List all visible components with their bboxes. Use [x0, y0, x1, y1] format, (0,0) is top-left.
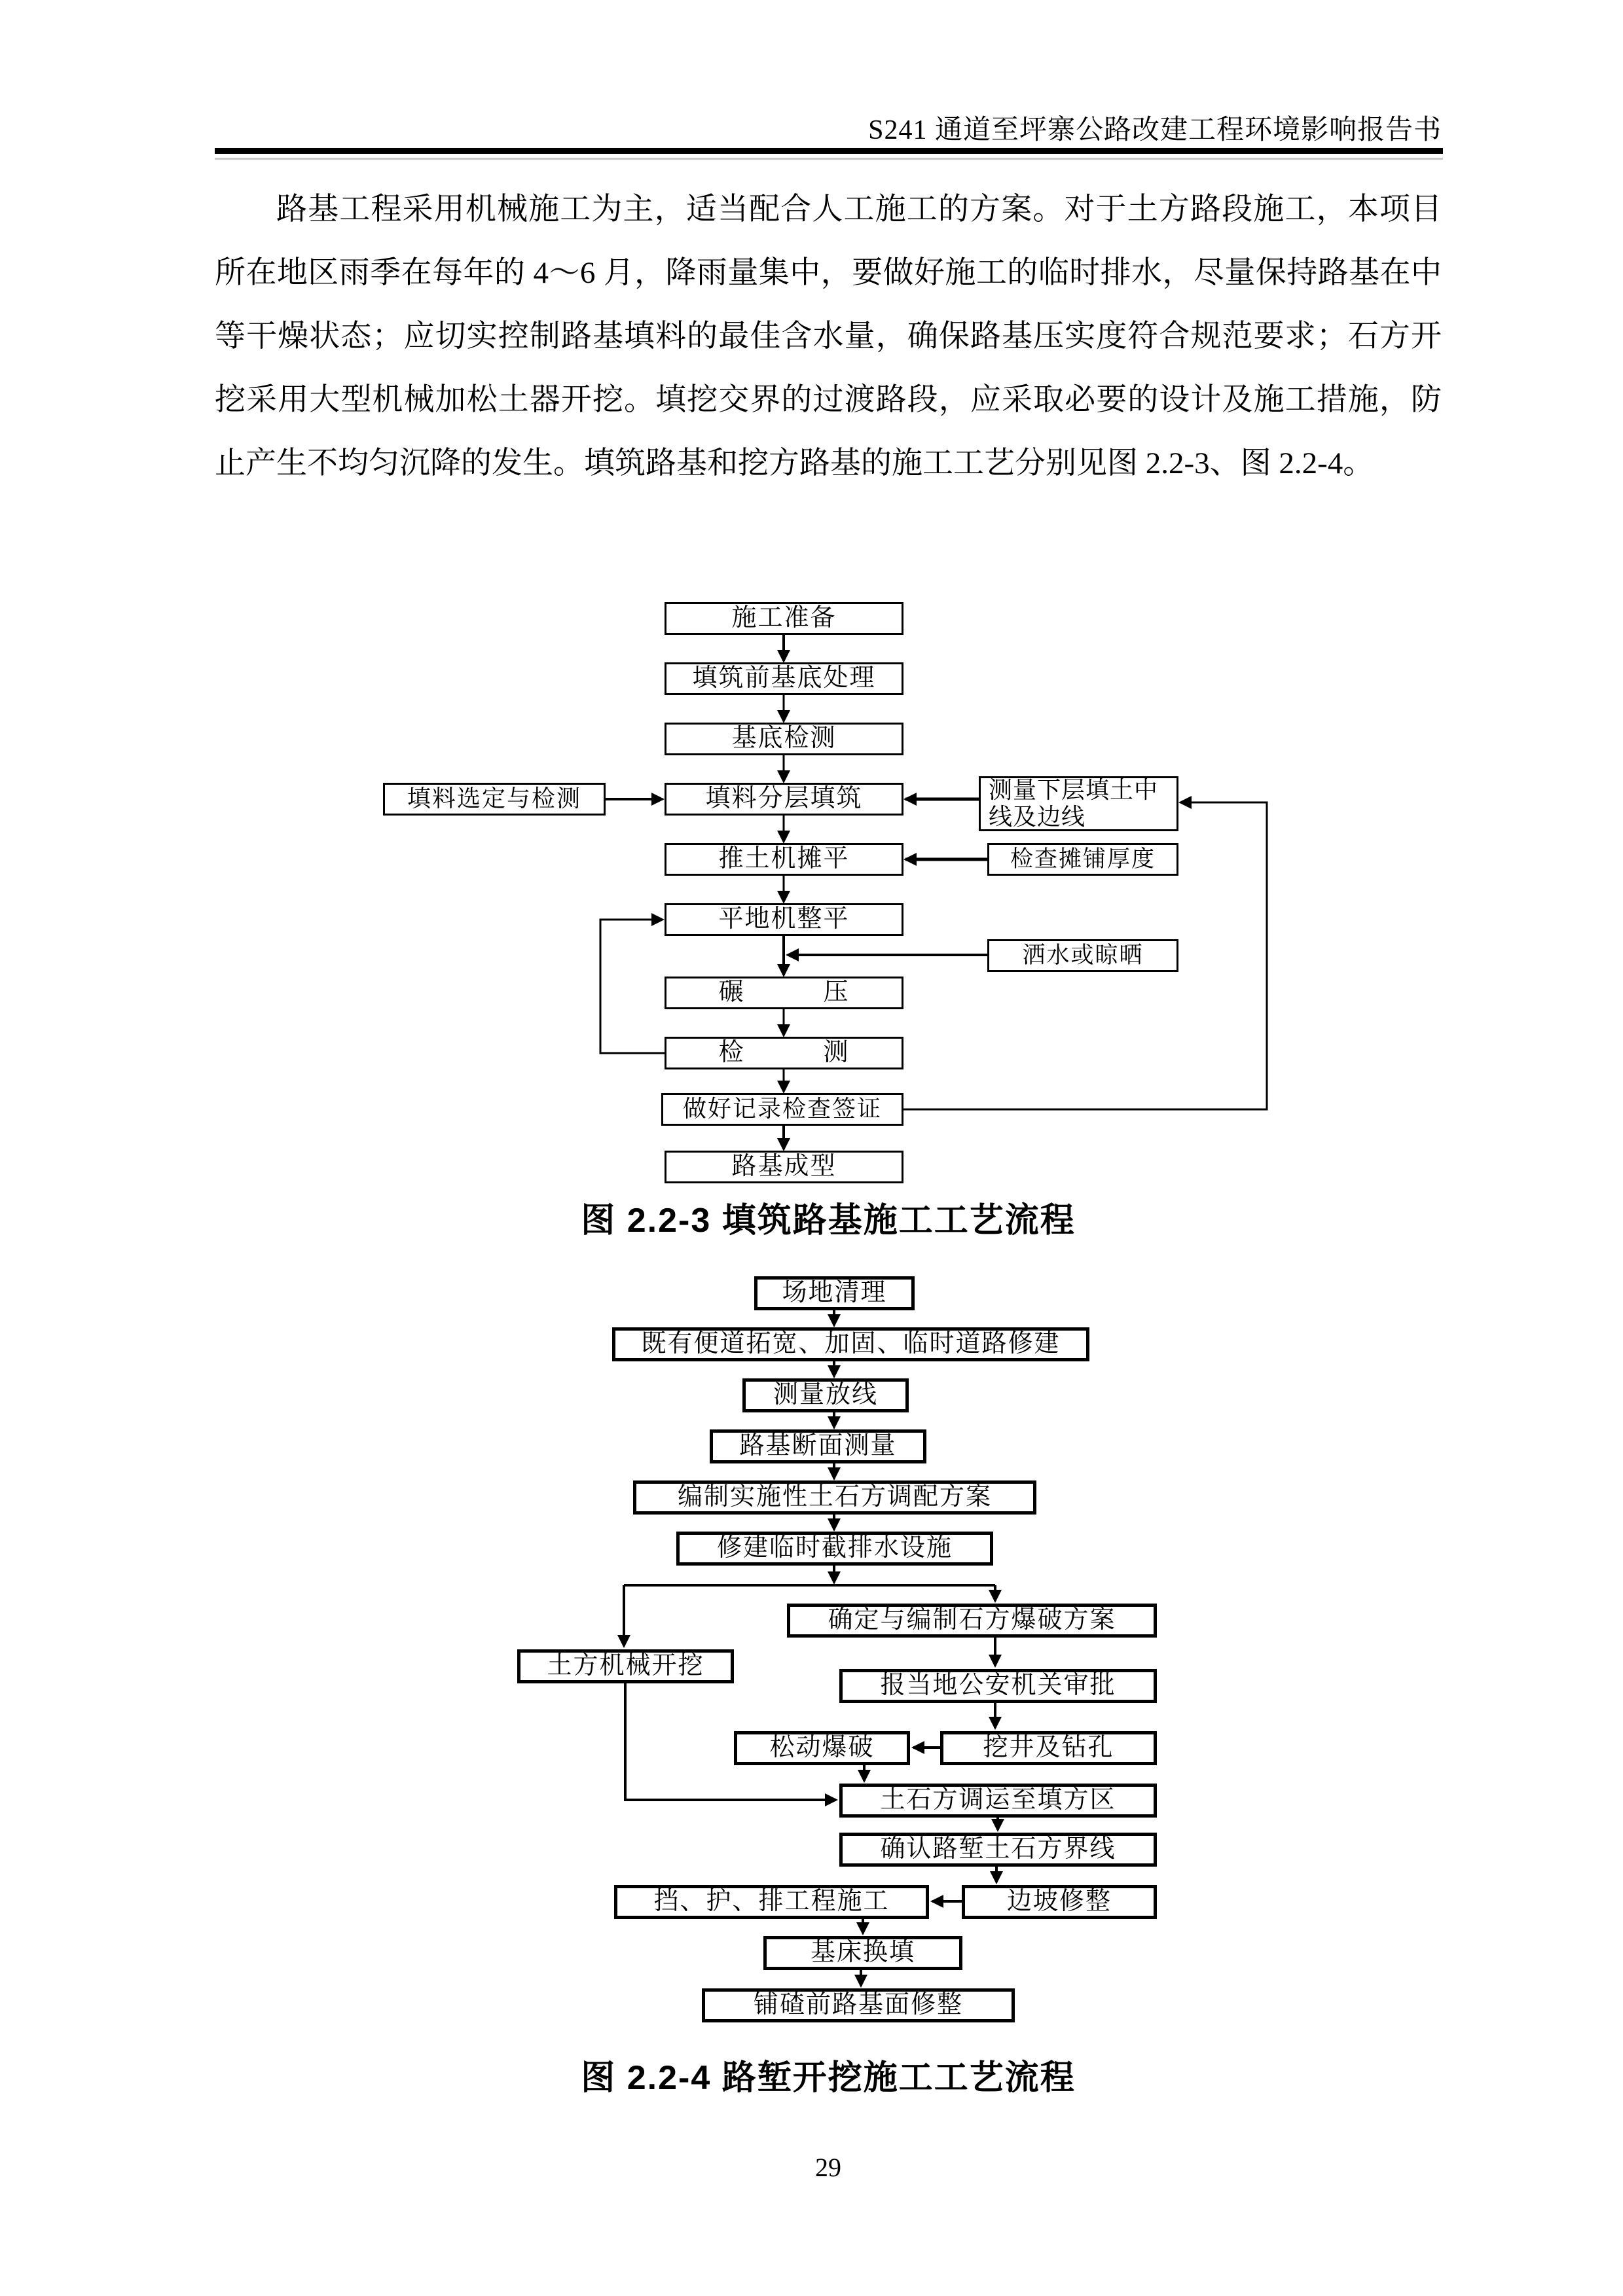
flow1-node-water-or-dry: 洒水或晾晒: [987, 939, 1178, 972]
flow2-node-surface-trim: 铺碴前路基面修整: [702, 1988, 1015, 2022]
page-number: 29: [815, 2153, 841, 2182]
flow2-node-access-road: 既有便道拓宽、加固、临时道路修建: [612, 1327, 1089, 1361]
flow2-node-earth-excavation: 土方机械开挖: [517, 1649, 734, 1683]
header-title: S241 通道至坪寨公路改建工程环境影响报告书: [868, 115, 1442, 145]
figure1-caption: 图 2.2-3 填筑路基施工工艺流程: [581, 1202, 1076, 1240]
flow1-node-survey-center-edge: 测量下层填土中线及边线: [979, 776, 1178, 831]
flow1-node-layered-filling: 填料分层填筑: [665, 783, 903, 816]
flow2-node-police-approval: 报当地公安机关审批: [839, 1669, 1157, 1703]
flow1-node-base-inspection: 基底检测: [665, 723, 903, 755]
flow1-node-subgrade-formed: 路基成型: [665, 1151, 903, 1183]
figure2-caption: 图 2.2-4 路堑开挖施工工艺流程: [581, 2059, 1076, 2097]
flow2-node-section-survey: 路基断面测量: [710, 1429, 926, 1463]
body-paragraph: 路基工程采用机械施工为主，适当配合人工施工的方案。对于土方路段施工，本项目所在地区雨季在每年的 4～6 月，降雨量集中，要做好施工的临时排水，尽量保持路基在中等干燥状态；应切实控制路基填料的最佳含水量，确保路基压实度符合规范要求；石方开挖采用大型机械加松土器开挖。填挖交界的过渡路段，应采取必要的设计及施工措施，防止产生不均匀沉降的发生。填筑路基和挖方路基的施工工艺分别见图 2.2-3、图 2.2-4。: [215, 192, 1442, 480]
flow2-node-retain-works: 挡、护、排工程施工: [614, 1885, 929, 1919]
flow2-node-earthwork-plan: 编制实施性土石方调配方案: [633, 1480, 1036, 1515]
flow2-node-site-clearing: 场地清理: [754, 1276, 915, 1310]
flow1-node-record-sign: 做好记录检查签证: [661, 1093, 903, 1126]
flow2-node-confirm-line: 确认路堑土石方界线: [839, 1833, 1157, 1867]
flow1-node-material-selection: 填料选定与检测: [383, 783, 606, 816]
flow2-node-temp-drainage: 修建临时截排水设施: [676, 1532, 993, 1566]
flow1-node-base-treatment: 填筑前基底处理: [665, 662, 903, 695]
flow1-node-check-thickness: 检查摊铺厚度: [987, 843, 1178, 876]
flow2-node-haul-fill: 土石方调运至填方区: [839, 1784, 1157, 1818]
flow2-node-bed-replace: 基床换填: [763, 1936, 962, 1970]
flow2-node-blasting-plan: 确定与编制石方爆破方案: [787, 1604, 1157, 1638]
flow2-node-well-drill: 挖井及钻孔: [940, 1731, 1157, 1765]
flow1-node-grader-level: 平地机整平: [665, 903, 903, 936]
flow2-node-survey-layout: 测量放线: [742, 1378, 909, 1412]
flow1-node-construction-prep: 施工准备: [665, 602, 903, 635]
flow2-node-slope-trim: 边坡修整: [962, 1885, 1157, 1919]
flow1-node-rolling: 碾 压: [665, 977, 903, 1009]
figure1-arrows: [600, 635, 1267, 1149]
flow2-node-loose-blast: 松动爆破: [734, 1731, 910, 1765]
flow1-node-inspection: 检 测: [665, 1037, 903, 1069]
flow1-node-bulldozer-spread: 推土机摊平: [665, 843, 903, 876]
